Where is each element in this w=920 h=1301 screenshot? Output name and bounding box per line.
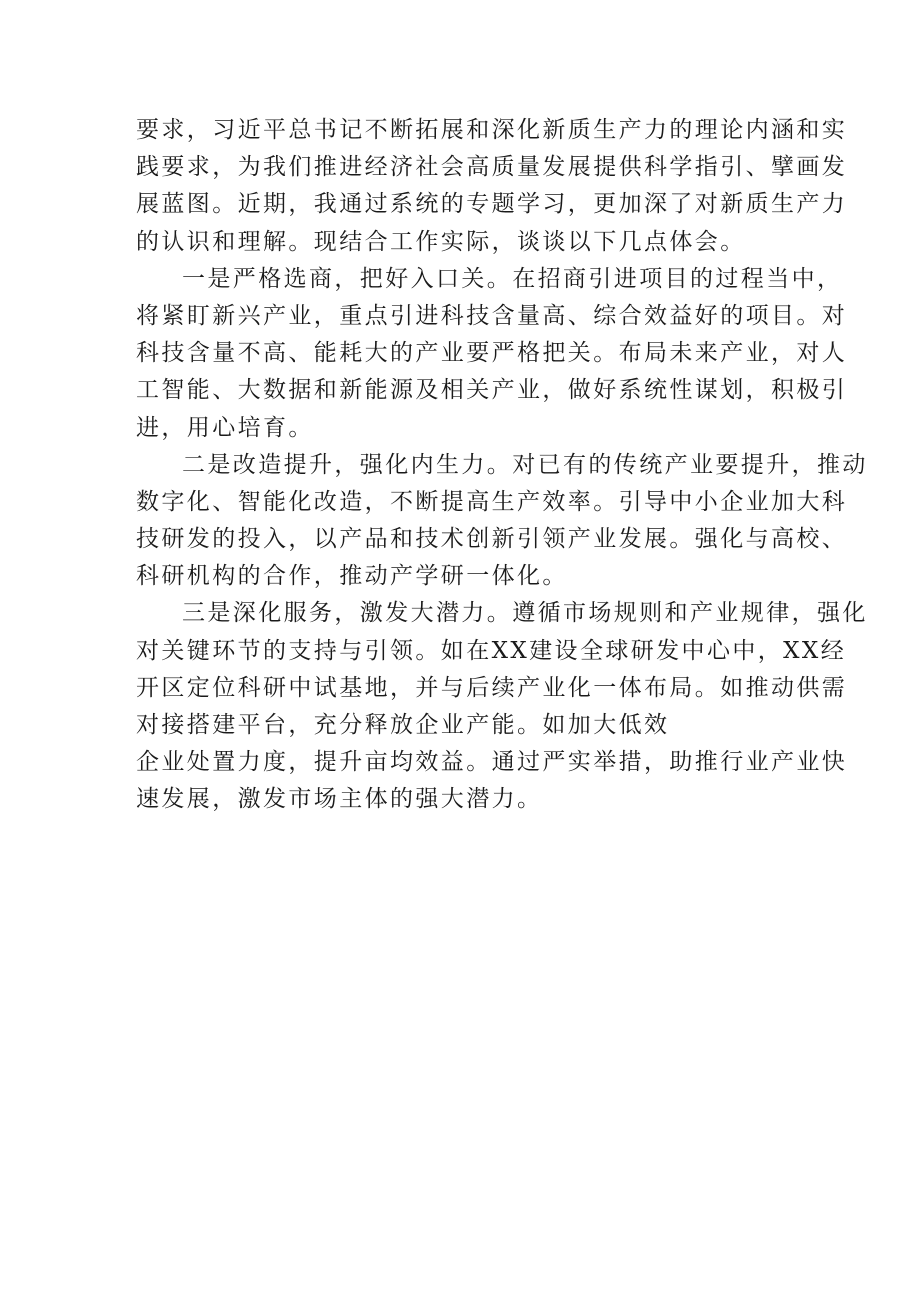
text-line: 科研机构的合作，推动产学研一体化。 [136,563,568,590]
text-line: 将紧盯新兴产业，重点引进科技含量高、综合效益好的项目。对 [136,302,848,329]
text-line: 展蓝图。近期，我通过系统的专题学习，更加深了对新质生产力 [136,191,848,218]
text-line: 一是严格选商，把好入口关。在招商引进项目的过程当中， [182,265,843,292]
text-line: 工智能、大数据和新能源及相关产业，做好系统性谋划，积极引 [136,377,848,404]
document-body [136,112,868,819]
text-line: 企业处置力度，提升亩均效益。通过严实举措，助推行业产业快 [136,749,848,776]
text-line: 要求，习近平总书记不断拓展和深化新质生产力的理论内涵和实 [136,117,848,143]
text-line: 二是改造提升，强化内生力。对已有的传统产业要提升，推动 [182,451,868,478]
text-line: 三是深化服务，激发大潜力。遵循市场规则和产业规律，强化 [182,600,868,627]
text-line: 对关键环节的支持与引领。如在XX建设全球研发中心中，XX经 [136,637,847,664]
paragraph-point-three [136,595,868,818]
text-line: 开区定位科研中试基地，并与后续产业化一体布局。如推动供需 [136,674,848,701]
paragraph-point-two [136,447,868,596]
text-line: 科技含量不高、能耗大的产业要严格把关。布局未来产业，对人 [136,340,848,367]
text-line: 进，用心培育。 [136,414,314,441]
text-line: 数字化、智能化改造，不断提高生产效率。引导中小企业加大科 [136,488,848,515]
text-line: 对接搭建平台，充分释放企业产能。如加大低效 [136,712,670,738]
text-line: 技研发的投入，以产品和技术创新引领产业发展。强化与高校、 [136,526,848,553]
paragraph-point-one [136,261,848,447]
text-line: 的认识和理解。现结合工作实际，谈谈以下几点体会。 [136,228,746,255]
text-line: 践要求，为我们推进经济社会高质量发展提供科学指引、擘画发 [136,154,848,181]
paragraph-intro [136,112,848,261]
text-line: 速发展，激发市场主体的强大潜力。 [136,786,543,813]
